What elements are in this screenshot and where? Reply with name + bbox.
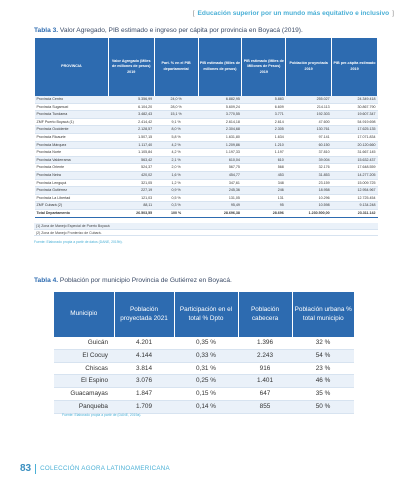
table3-row xyxy=(35,141,378,149)
table3-province-cell: Provincia Oriente xyxy=(35,164,109,172)
table3-row xyxy=(35,156,378,164)
table3-cell: 12.954.967 xyxy=(332,187,378,195)
table4-row xyxy=(54,337,354,349)
table3-header: Part. % en el PIB departamental xyxy=(154,38,198,96)
table3-cell: 2,1 % xyxy=(154,156,198,164)
table3-cell: 1,2 % xyxy=(154,179,198,187)
table3-cell: 3.771 xyxy=(242,111,286,119)
table4-row xyxy=(54,400,354,413)
table3-row xyxy=(35,111,378,119)
table3-cell: 227,19 xyxy=(108,187,154,195)
table3-province-cell: Provincia Neira xyxy=(35,171,109,179)
table4-municipio-cell: Panqueba xyxy=(54,400,114,413)
table3-cell: 2.305 xyxy=(242,126,286,134)
table3-header: Población proyectada 2019 xyxy=(286,38,332,96)
collection-name: COLECCIÓN AGORA LATINOAMERICANA xyxy=(40,465,170,472)
table4-cell: 0,15 % xyxy=(174,388,238,401)
table3-row xyxy=(35,149,378,157)
table3-cell: 2.614 xyxy=(242,118,286,126)
table3-cell: 3.482,43 xyxy=(108,111,154,119)
table3-cell: 0,5 % xyxy=(154,194,198,202)
page-footer xyxy=(20,463,170,474)
table3-cell: 5.883 xyxy=(242,96,286,103)
table4-municipio-cell: El Espino xyxy=(54,375,114,388)
running-header xyxy=(190,10,397,17)
table3-cell: 28,0 % xyxy=(154,103,198,111)
table4-cell: 4.144 xyxy=(114,349,174,362)
table4 xyxy=(54,292,354,414)
table3-total-cell: 26.503,55 xyxy=(108,209,154,217)
table3-cell: 15,1 % xyxy=(154,111,198,119)
table4-header: Población proyectada 2021 xyxy=(114,292,174,337)
table3-cell: 95 xyxy=(242,202,286,210)
table3-row xyxy=(35,126,378,134)
table3-cell: 568 xyxy=(242,164,286,172)
table3-cell: 1.117,40 xyxy=(108,141,154,149)
table3-cell: 9.134.248 xyxy=(332,202,378,210)
table4-caption xyxy=(34,277,232,284)
table3-province-cell: Provincia Gutiérrez xyxy=(35,187,109,195)
table3-cell: 20.120.660 xyxy=(332,141,378,149)
table4-row xyxy=(54,388,354,401)
table3-cell: 17.648.559 xyxy=(332,164,378,172)
table3-cell: 347,61 xyxy=(198,179,242,187)
table3-header: PROVINCIA xyxy=(35,38,109,96)
table3-cell: 130.761 xyxy=(286,126,332,134)
table3-row xyxy=(35,133,378,141)
table4-cell: 2.243 xyxy=(238,349,292,362)
table3-row xyxy=(35,96,378,103)
table3-total-cell: 28.696 xyxy=(242,209,286,217)
table4-label: Tabla 4. xyxy=(34,277,59,284)
table3-cell: 610 xyxy=(242,156,286,164)
table3-cell: 2.414,42 xyxy=(108,118,154,126)
table3-cell: 2.614,18 xyxy=(198,118,242,126)
table3-province-cell: Provincia La Libertad xyxy=(35,194,109,202)
table3-cell: 321,05 xyxy=(108,179,154,187)
table3-cell: 1.634 xyxy=(242,133,286,141)
table3-cell: 23.159 xyxy=(286,179,332,187)
table3-row xyxy=(35,164,378,172)
table4-body xyxy=(54,337,354,413)
table4-row xyxy=(54,375,354,388)
table3-cell: 14.277.205 xyxy=(332,171,378,179)
table3-province-cell: Provincia Valderrama xyxy=(35,156,109,164)
table3-cell: 1.197 xyxy=(242,149,286,157)
table3-total-row xyxy=(35,209,378,217)
table4-caption-text: Población por municipio Provincia de Gutiérrez en Boyacá. xyxy=(59,277,232,284)
table3-row xyxy=(35,202,378,210)
table3-total-cell: Total Departamento xyxy=(35,209,109,217)
table3-cell: 610,04 xyxy=(198,156,242,164)
table3-province-cell: ZMF Puerto Boyacá (1) xyxy=(35,118,109,126)
table3-cell: 245,36 xyxy=(198,187,242,195)
table4-cell: 4.201 xyxy=(114,337,174,349)
table4-cell: 46 % xyxy=(292,375,354,388)
table3-cell: 5.356,99 xyxy=(108,96,154,103)
table3-cell: 17.625.135 xyxy=(332,126,378,134)
table3-row xyxy=(35,118,378,126)
table4-cell: 35 % xyxy=(292,388,354,401)
table4-cell: 1.396 xyxy=(238,337,292,349)
table3-province-cell: ZMF Cubará (2) xyxy=(35,202,109,210)
table4-source: Fuente: Elaborado propia a partir de (DANE, 2019a). xyxy=(62,413,142,417)
table4-municipio-cell: Guacamayas xyxy=(54,388,114,401)
table3-cell: 24.349.418 xyxy=(332,96,378,103)
table3-source: Fuente: Elaborado propia a partir de datos (DANE, 2019b). xyxy=(34,240,123,244)
table3-cell: 15.632.437 xyxy=(332,156,378,164)
table3-cell: 5,8 % xyxy=(154,133,198,141)
table3-cell: 1.197,33 xyxy=(198,149,242,157)
table3-cell: 9,1 % xyxy=(154,118,198,126)
table3-header-row xyxy=(35,38,378,96)
table4-municipio-cell: Chiscas xyxy=(54,362,114,375)
table3-notes xyxy=(34,223,378,236)
table4-header: Población cabecera xyxy=(238,292,292,337)
table3-cell: 121,03 xyxy=(108,194,154,202)
table3-cell: 1.210 xyxy=(242,141,286,149)
table3-cell: 54.919.698 xyxy=(332,118,378,126)
table3-body xyxy=(35,96,378,217)
table3-cell: 0,3 % xyxy=(154,202,198,210)
table4-cell: 0,25 % xyxy=(174,375,238,388)
table3-cell: 6.882,95 xyxy=(198,96,242,103)
table4-row xyxy=(54,349,354,362)
table3-province-cell: Provincia Tundama xyxy=(35,111,109,119)
table4-cell: 32 % xyxy=(292,337,354,349)
table4-cell: 0,35 % xyxy=(174,337,238,349)
table3-note: (1) Zona de Manejo Especial de Puerto Boyacá xyxy=(34,223,378,230)
table3-province-cell: Provincia Sugamuxi xyxy=(35,103,109,111)
table3-cell: 563,42 xyxy=(108,156,154,164)
table3-cell: 131 xyxy=(242,194,286,202)
header-close-bracket: ] xyxy=(392,10,394,17)
table4-header: Participación en el total % Dpto xyxy=(174,292,238,337)
table3-total-cell: 23.311.142 xyxy=(332,209,378,217)
table3-cell: 31.853 xyxy=(286,171,332,179)
table3-cell: 4,2 % xyxy=(154,149,198,157)
table3-cell: 420,02 xyxy=(108,171,154,179)
table3-label: Tabla 3. xyxy=(34,27,59,34)
table3-cell: 32.176 xyxy=(286,164,332,172)
table3-cell: 31.667.145 xyxy=(332,149,378,157)
table3-province-cell: Provincia Occidente xyxy=(35,126,109,134)
table3-header: PIB estimado (Miles de Millones de Pesos) 2019 xyxy=(242,38,286,96)
table3-cell: 10.296 xyxy=(286,194,332,202)
table3-row xyxy=(35,194,378,202)
table3-cell: 97.141 xyxy=(286,133,332,141)
table4-cell: 855 xyxy=(238,400,292,413)
table4-header: Población urbana % total municipio xyxy=(292,292,354,337)
table3-cell: 454,77 xyxy=(198,171,242,179)
table4-row xyxy=(54,362,354,375)
table3-cell: 192.303 xyxy=(286,111,332,119)
table3-cell: 88,11 xyxy=(108,202,154,210)
table3-cell: 39.004 xyxy=(286,156,332,164)
table3-cell: 4,2 % xyxy=(154,141,198,149)
table3-total-cell: 1.230.500,00 xyxy=(286,209,332,217)
table3-cell: 12.725.454 xyxy=(332,194,378,202)
table3-cell: 246 xyxy=(242,187,286,195)
table3-cell: 6.104,20 xyxy=(108,103,154,111)
table3-province-cell: Provincia Norte xyxy=(35,149,109,157)
table4-municipio-cell: Guicán xyxy=(54,337,114,349)
table3-caption-text: Valor Agregado, PIB estimado e ingreso per cápita por provincia en Boyacá (2019). xyxy=(59,27,303,34)
table3-cell: 17.071.834 xyxy=(332,133,378,141)
table3-cell: 214.113 xyxy=(286,103,332,111)
table3-total-cell: 28.696,38 xyxy=(198,209,242,217)
table4-cell: 0,14 % xyxy=(174,400,238,413)
table3-cell: 60.150 xyxy=(286,141,332,149)
table3-row xyxy=(35,103,378,111)
table4-header: Municipio xyxy=(54,292,114,337)
table4-cell: 1.847 xyxy=(114,388,174,401)
table3-cell: 1.631,80 xyxy=(198,133,242,141)
footer-divider xyxy=(35,464,36,474)
table4-municipio-cell: El Cocuy xyxy=(54,349,114,362)
table3-cell: 3.770,55 xyxy=(198,111,242,119)
table3-cell: 24,0 % xyxy=(154,96,198,103)
table3-row xyxy=(35,187,378,195)
table3-cell: 1.105,84 xyxy=(108,149,154,157)
table3-cell: 95,49 xyxy=(198,202,242,210)
table3-row xyxy=(35,171,378,179)
table3-header: Valor Agregado (Miles de millones de pesos) 2019 xyxy=(108,38,154,96)
table3-total-cell: 100 % xyxy=(154,209,198,217)
table3-province-cell: Provincia Ricaurte xyxy=(35,133,109,141)
table4-header-row xyxy=(54,292,354,337)
table4-cell: 916 xyxy=(238,362,292,375)
table4-cell: 1.401 xyxy=(238,375,292,388)
table3-cell: 47.600 xyxy=(286,118,332,126)
table4-cell: 0,31 % xyxy=(174,362,238,375)
table4-cell: 3.814 xyxy=(114,362,174,375)
table3-cell: 1,6 % xyxy=(154,171,198,179)
table3-cell: 2,0 % xyxy=(154,164,198,172)
header-title: Educación superior por un mundo más equitativo e inclusivo xyxy=(197,10,390,17)
table3-cell: 453 xyxy=(242,171,286,179)
table4-cell: 23 % xyxy=(292,362,354,375)
table3-cell: 15.009.725 xyxy=(332,179,378,187)
table3-cell: 348 xyxy=(242,179,286,187)
table4-cell: 647 xyxy=(238,388,292,401)
table3-cell: 131,05 xyxy=(198,194,242,202)
table3-cell: 2.304,68 xyxy=(198,126,242,134)
table3-cell: 524,37 xyxy=(108,164,154,172)
table3-cell: 567,75 xyxy=(198,164,242,172)
table3-cell: 255.027 xyxy=(286,96,332,103)
table4-cell: 1.709 xyxy=(114,400,174,413)
table3-note: (2) Zona de Manejo Fronterizo de Cubará. xyxy=(34,230,378,237)
table3-cell: 1.507,15 xyxy=(108,133,154,141)
table4-cell: 3.076 xyxy=(114,375,174,388)
table3 xyxy=(34,38,378,218)
table3-cell: 10.598 xyxy=(286,202,332,210)
table3-province-cell: Provincia Márquez xyxy=(35,141,109,149)
table4-cell: 0,33 % xyxy=(174,349,238,362)
table3-cell: 8,0 % xyxy=(154,126,198,134)
table3-province-cell: Provincia Lengupá xyxy=(35,179,109,187)
table3-header: PIB per-cápita estimado 2019 xyxy=(332,38,378,96)
table3-caption xyxy=(34,27,303,34)
table3-cell: 2.128,57 xyxy=(108,126,154,134)
table3-cell: 5.609,24 xyxy=(198,103,242,111)
table3-row xyxy=(35,179,378,187)
page-number: 83 xyxy=(20,463,32,474)
table3-cell: 18.958 xyxy=(286,187,332,195)
table3-cell: 6.609 xyxy=(242,103,286,111)
table3-cell: 30.867.790 xyxy=(332,103,378,111)
table4-cell: 50 % xyxy=(292,400,354,413)
table4-cell: 54 % xyxy=(292,349,354,362)
table3-province-cell: Provincia Centro xyxy=(35,96,109,103)
table3-cell: 1.209,86 xyxy=(198,141,242,149)
table3-header: PIB estimado (Miles de millones de pesos) xyxy=(198,38,242,96)
table3-cell: 19.607.347 xyxy=(332,111,378,119)
header-open-bracket: [ xyxy=(192,10,195,17)
table3-cell: 37.810 xyxy=(286,149,332,157)
table3-cell: 0,9 % xyxy=(154,187,198,195)
